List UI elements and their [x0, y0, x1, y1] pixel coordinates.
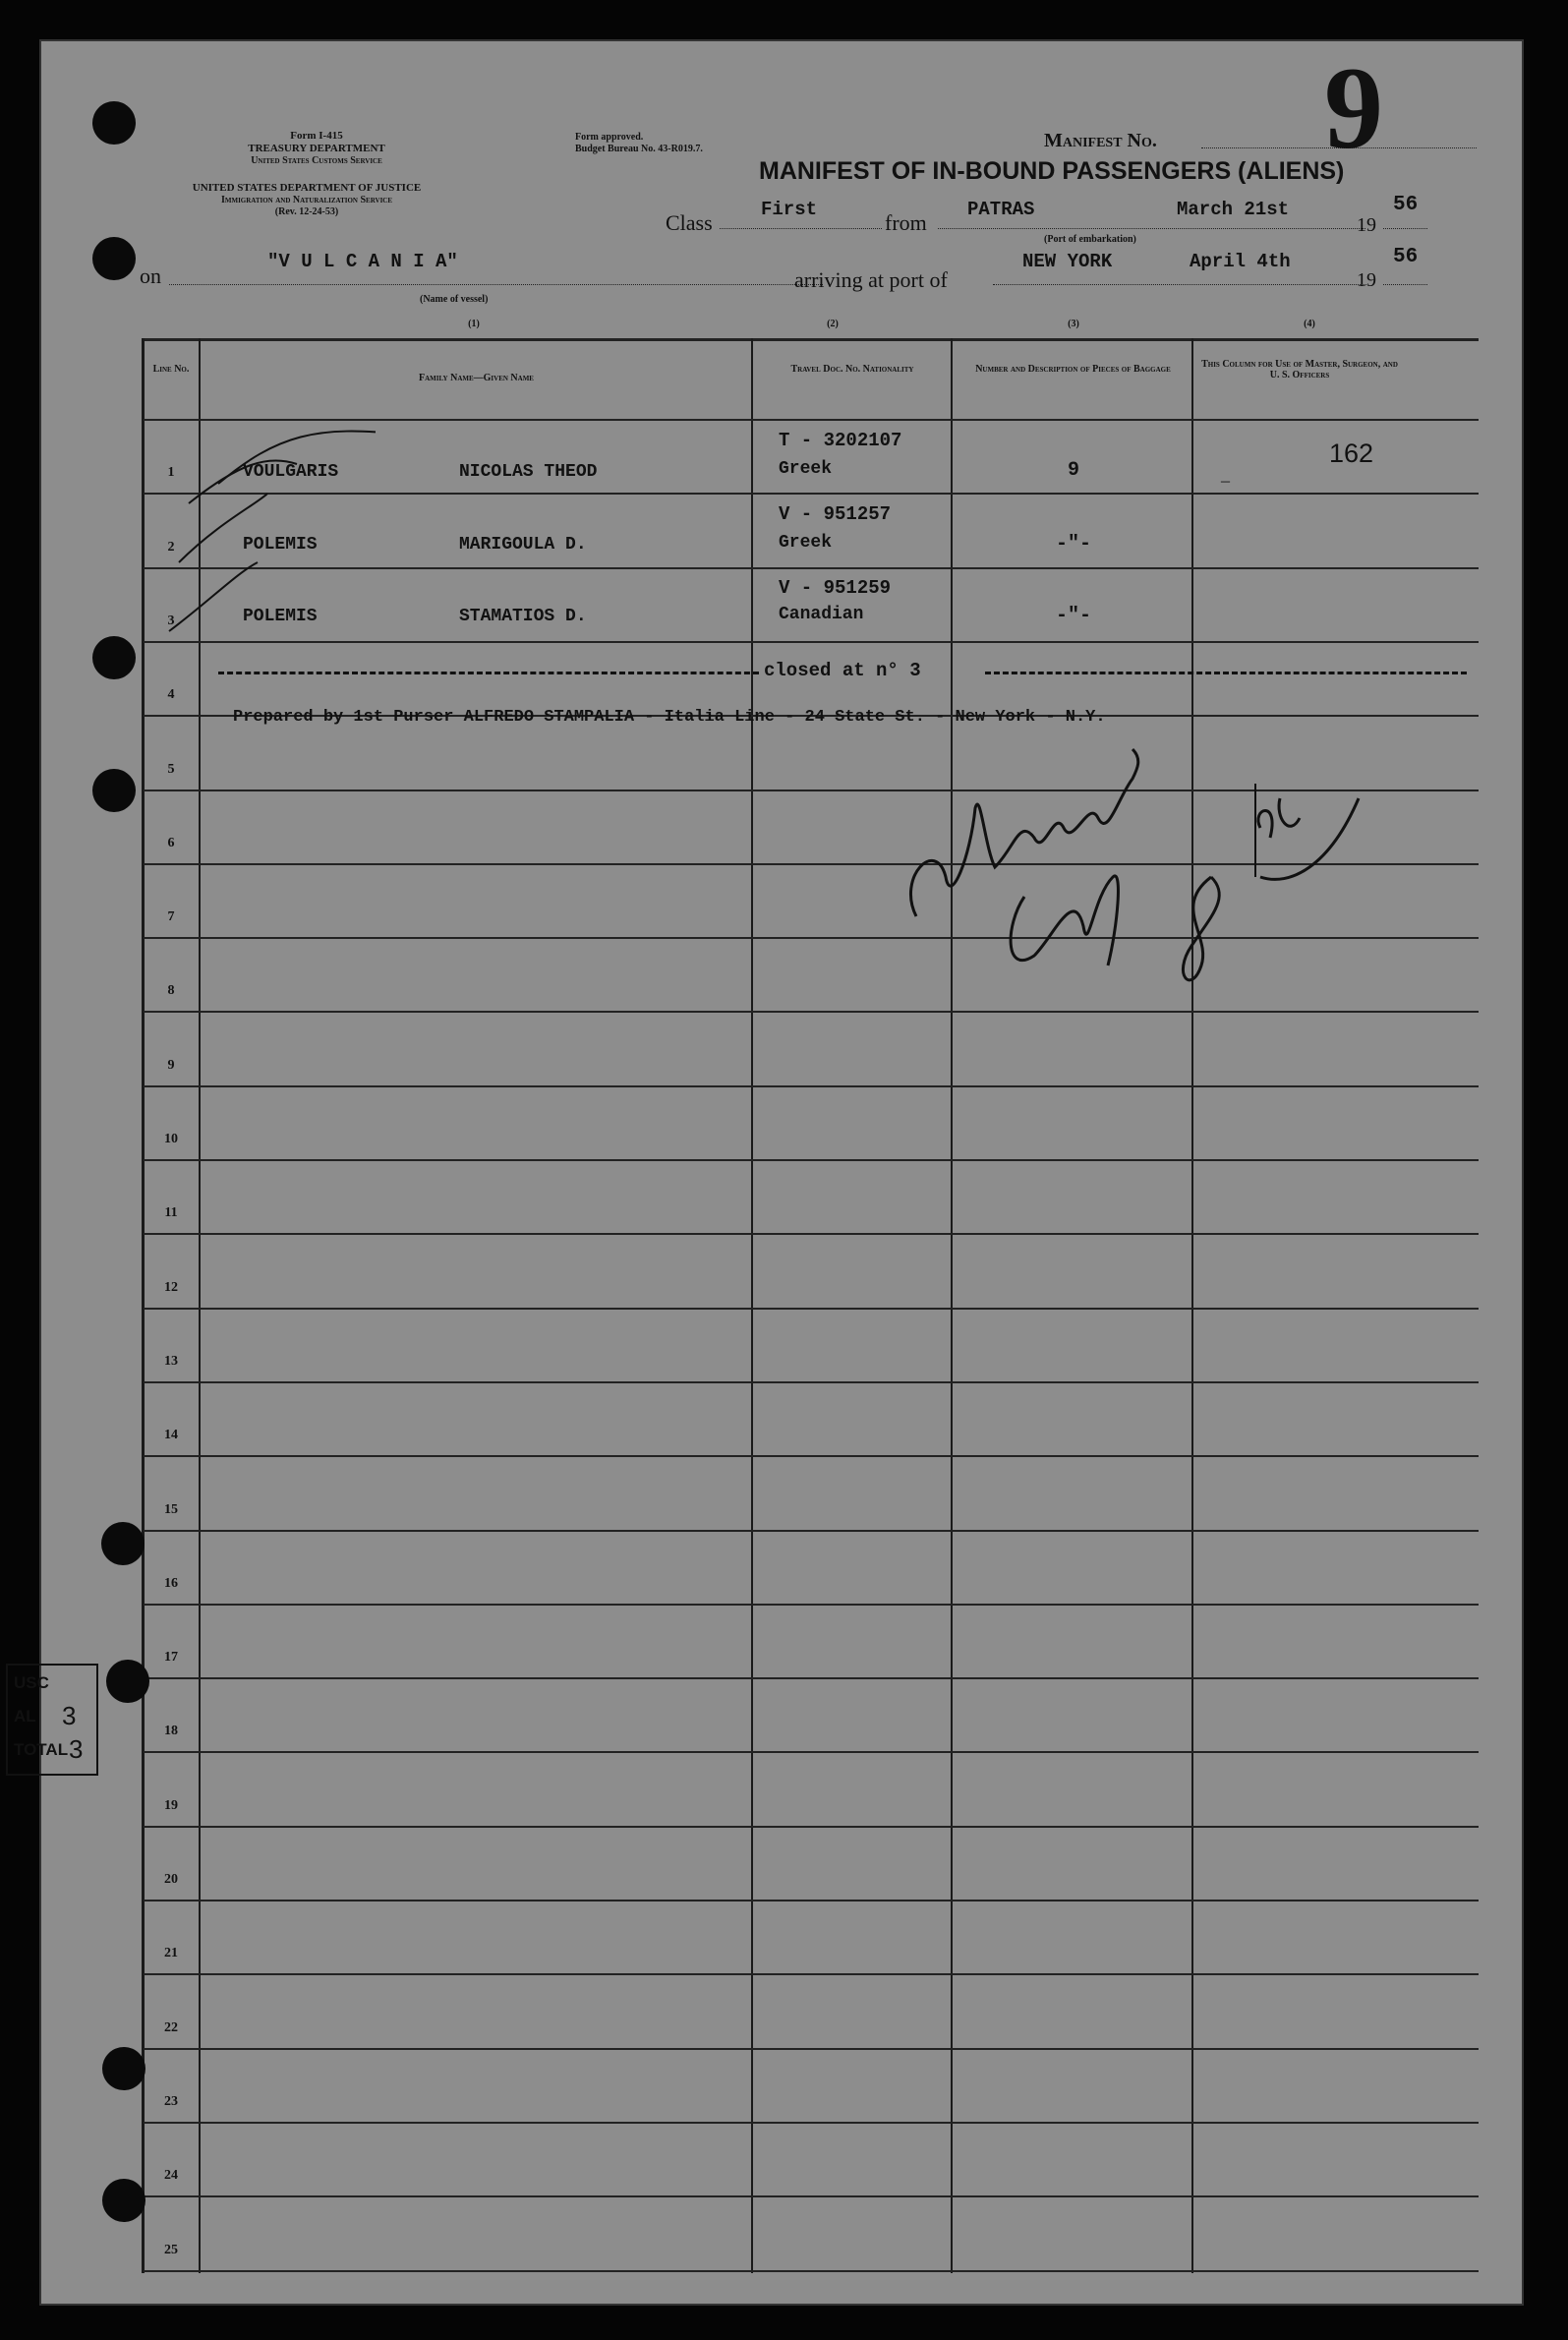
customs-service: United States Customs Service [251, 155, 382, 166]
class-value: First [761, 199, 818, 220]
line-number: 16 [164, 1576, 178, 1591]
family-name: POLEMIS [243, 607, 318, 626]
travel-doc-no: T - 3202107 [779, 430, 902, 451]
line-number: 15 [164, 1502, 178, 1517]
budget-bureau: Budget Bureau No. 43-R019.7. [575, 144, 703, 154]
nationality: Greek [779, 459, 833, 479]
header-baggage: Number and Description of Pieces of Baggage [975, 364, 1171, 375]
class-line [720, 228, 882, 229]
punch-hole [101, 1522, 145, 1565]
table-left-border [142, 338, 145, 2273]
row-rule [144, 1011, 1479, 1013]
year-line-2 [1383, 284, 1427, 285]
line-number: 13 [164, 1354, 178, 1369]
family-name: POLEMIS [243, 535, 318, 555]
total-value: 3 [69, 1734, 84, 1764]
officer-dash: _ [1221, 464, 1230, 484]
line-number: 24 [164, 2168, 178, 2183]
row-rule [144, 1751, 1479, 1753]
row-rule [144, 1233, 1479, 1235]
line-number: 18 [164, 1724, 178, 1738]
line-number: 8 [167, 983, 175, 998]
line-number: 23 [164, 2094, 178, 2109]
arrival-date: April 4th [1190, 251, 1291, 272]
class-label: Class [666, 210, 713, 235]
line-number: 17 [164, 1650, 178, 1665]
arriving-label: arriving at port of [794, 267, 948, 292]
line-number: 1 [167, 465, 175, 480]
revision-label: (Rev. 12-24-53) [274, 206, 339, 217]
ins-label: Immigration and Naturalization Service [220, 195, 393, 205]
officer-value: 162 [1329, 439, 1374, 468]
baggage-ditto: -"- [1055, 533, 1091, 556]
given-name: NICOLAS THEOD [459, 462, 598, 482]
punch-hole [106, 1660, 149, 1703]
row-rule [144, 1826, 1479, 1828]
vessel-line [169, 284, 823, 285]
vessel-label: (Name of vessel) [420, 294, 489, 305]
al-value: 3 [62, 1701, 77, 1730]
punch-hole [102, 2047, 145, 2090]
header-name: Family Name—Given Name [419, 373, 534, 383]
row-rule [144, 1530, 1479, 1532]
closed-text: closed at n° 3 [764, 660, 921, 681]
given-name: MARIGOULA D. [459, 535, 587, 555]
line-number: 5 [167, 762, 175, 777]
line-number: 20 [164, 1872, 178, 1887]
year-prefix-1: 19 [1357, 214, 1376, 236]
table-top-rule [142, 338, 1479, 341]
row-rule [144, 2048, 1479, 2050]
tally-stamp [6, 1664, 98, 1776]
row-rule [144, 2122, 1479, 2124]
header-line-no: Line No. [152, 364, 190, 375]
row-rule [144, 1973, 1479, 1975]
col-num-2: (2) [827, 319, 839, 329]
family-name: VOULGARIS [243, 462, 339, 482]
check-mark-1 [218, 432, 376, 484]
check-mark-1b [189, 460, 297, 503]
doj-label: UNITED STATES DEPARTMENT OF JUSTICE [192, 182, 422, 194]
closed-dash-left [218, 672, 759, 674]
baggage-count: 9 [1067, 459, 1079, 482]
punch-hole [92, 636, 136, 679]
arrival-year: 56 [1393, 246, 1419, 268]
row-rule [144, 1900, 1479, 1901]
row-rule [144, 1604, 1479, 1606]
header-travel-doc: Travel Doc. No. Nationality [790, 364, 914, 375]
line-number: 7 [167, 909, 175, 924]
manifest-sheet [39, 39, 1524, 2306]
arrival-line [993, 284, 1366, 285]
row-rule [144, 1159, 1479, 1161]
row-rule [144, 2270, 1479, 2272]
departure-date: March 21st [1177, 199, 1290, 220]
vessel-name: "V U L C A N I A" [267, 251, 458, 272]
line-number: 14 [164, 1428, 178, 1442]
check-marks [159, 405, 376, 661]
form-number: Form I-415 [290, 130, 343, 142]
manifest-number: 9 [1324, 42, 1383, 173]
on-label: on [140, 263, 161, 288]
line-number: 2 [167, 540, 175, 555]
line-number: 21 [164, 1946, 178, 1960]
line-number: 3 [167, 614, 175, 628]
arrival-port: NEW YORK [1022, 251, 1113, 272]
col-num-3: (3) [1068, 319, 1079, 329]
from-label: from [885, 210, 927, 235]
travel-doc-no: V - 951257 [779, 503, 892, 525]
nationality: Greek [779, 533, 833, 553]
given-name: STAMATIOS D. [459, 607, 587, 626]
name-divider [751, 338, 753, 2273]
row-rule [144, 1455, 1479, 1457]
col-num-1: (1) [468, 319, 480, 329]
row-rule [144, 1085, 1479, 1087]
punch-hole [92, 769, 136, 812]
check-mark-3 [169, 562, 258, 631]
punch-hole [92, 237, 136, 280]
punch-hole [92, 101, 136, 145]
row-rule [144, 1677, 1479, 1679]
closed-dash-right [985, 672, 1467, 674]
usc-label: USC [14, 1673, 49, 1692]
handwritten-signature [877, 730, 1388, 1005]
row-rule [144, 1381, 1479, 1383]
header-officers: This Column for Use of Master, Surgeon, and U. S. Officers [1201, 359, 1398, 380]
travel-divider [951, 338, 953, 2273]
line-number: 6 [167, 836, 175, 850]
year-prefix-2: 19 [1357, 269, 1376, 291]
from-line [938, 228, 1365, 229]
prepared-by-text: Prepared by 1st Purser ALFREDO STAMPALIA - Italia Line - 24 State St. - New York - N.Y. [233, 708, 1106, 727]
line-number: 10 [164, 1132, 178, 1146]
punch-hole [102, 2179, 145, 2222]
manifest-title: MANIFEST OF IN-BOUND PASSENGERS (ALIENS) [759, 157, 1345, 185]
manifest-label: Manifest No. [1044, 130, 1157, 151]
line-number: 9 [167, 1058, 175, 1073]
departure-year: 56 [1393, 194, 1419, 216]
total-label: TOTAL [14, 1740, 69, 1759]
baggage-ditto: -"- [1055, 605, 1091, 627]
form-approved: Form approved. [575, 132, 644, 143]
baggage-divider [1191, 338, 1193, 2273]
col-num-4: (4) [1304, 319, 1315, 329]
line-number: 4 [167, 687, 175, 702]
row-rule [144, 2195, 1479, 2197]
travel-doc-no: V - 951259 [779, 577, 892, 599]
from-value: PATRAS [967, 199, 1035, 220]
treasury-dept: TREASURY DEPARTMENT [248, 143, 385, 154]
row-rule [144, 1308, 1479, 1310]
nationality: Canadian [779, 605, 864, 624]
line-number: 12 [164, 1280, 178, 1295]
port-embark-label: (Port of embarkation) [1044, 234, 1136, 245]
al-label: AL [14, 1707, 36, 1726]
line-number: 22 [164, 2020, 178, 2035]
year-line-1 [1383, 228, 1427, 229]
line-number: 19 [164, 1798, 178, 1813]
line-number: 25 [164, 2243, 178, 2257]
check-mark-2 [179, 494, 267, 562]
line-number: 11 [164, 1205, 178, 1220]
